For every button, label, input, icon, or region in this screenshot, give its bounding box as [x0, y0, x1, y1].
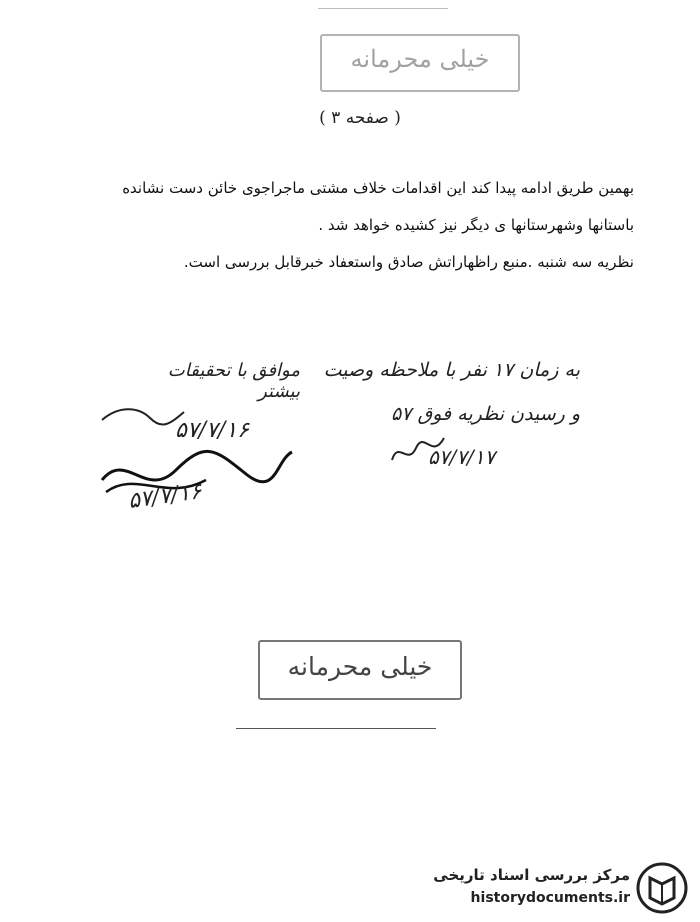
left-date-second: ۵۷/۷/۱۶ [126, 478, 204, 515]
report-line-2: باستانها وشهرستانها ی دیگر نیز کشیده خواهد شد . [318, 216, 634, 234]
bottom-divider [236, 728, 436, 729]
right-signature-date: ۵۷/۷/۱۷ [428, 445, 496, 469]
confidential-stamp-bottom [258, 640, 462, 700]
watermark-url[interactable]: historydocuments.ir [470, 890, 630, 906]
report-body [62, 170, 634, 281]
right-handwritten-note [323, 348, 580, 436]
report-line-3: نظریه سه شنبه .منبع راظهاراتش صادق واستعفاد خبرقابل بررسی است. [183, 253, 634, 271]
book-emblem-icon [636, 862, 688, 914]
right-note-line-1: به زمان ۱۷ نفر با ملاحظه وصیت [323, 359, 580, 381]
archive-watermark [410, 862, 692, 916]
confidential-stamp-top [320, 34, 520, 92]
watermark-title: مرکز بررسی اسناد تاریخی [433, 866, 630, 884]
confidential-stamp-top-text: خیلی محرمانه [350, 45, 490, 73]
page-number: ( صفحه ۳ ) [319, 108, 401, 128]
left-handwritten-note: موافق با تحقیقات بیشتر [167, 360, 300, 402]
left-date-first: ۵۷/۷/۱۶ [175, 418, 249, 443]
right-note-line-2: و رسیدن نظریه فوق ۵۷ [391, 403, 580, 425]
confidential-stamp-bottom-text: خیلی محرمانه [287, 652, 433, 681]
report-line-1: بهمین طریق ادامه پیدا کند این اقدامات خلاف مشتی ماجراجوی خائن دست نشانده [122, 179, 634, 197]
top-divider [318, 8, 448, 9]
